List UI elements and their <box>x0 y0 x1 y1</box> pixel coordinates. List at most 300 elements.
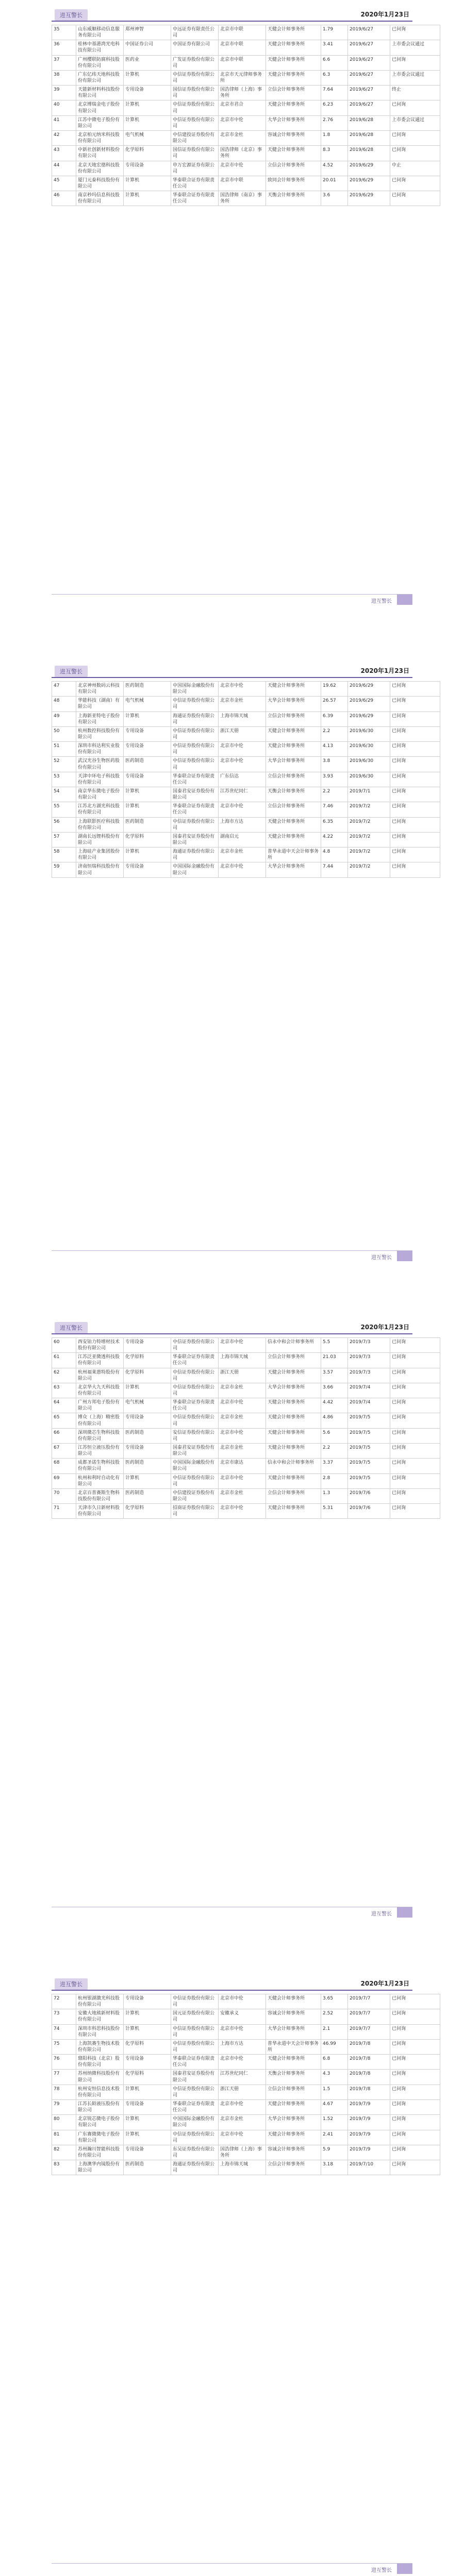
table-cell: 浙江天册 <box>219 1368 266 1383</box>
table-cell: 医药制造 <box>124 757 171 772</box>
footer-tag: 进互警长 <box>371 1255 392 1261</box>
table-cell: 国信证券股份有限公司 <box>171 146 219 161</box>
table-row <box>52 711 440 726</box>
table-cell: 3.18 <box>321 2160 348 2175</box>
table-cell: 天健会计师事务所 <box>266 742 321 757</box>
table-cell: 66 <box>52 1428 76 1443</box>
table-cell: 已问询 <box>390 832 440 847</box>
company-table <box>52 25 440 206</box>
table-cell: 2019/6/27 <box>348 55 390 70</box>
table-cell: 上海市锦天城 <box>219 2160 266 2175</box>
table-cell: 普华永道中天会计师事务所 <box>266 2039 321 2054</box>
table-cell: 安徽承义 <box>219 2009 266 2024</box>
table-cell: 北京市中伦 <box>219 742 266 757</box>
table-cell: 广发证券股份有限公司 <box>171 55 219 70</box>
table-cell: 4.52 <box>321 161 348 176</box>
table-cell: 大华会计师事务所 <box>266 115 321 130</box>
table-cell: 2019/7/2 <box>348 848 390 862</box>
table-cell: 2019/7/2 <box>348 862 390 877</box>
table-cell: 上海硅产业集团股份有限公司 <box>76 848 124 862</box>
table-cell: 华泰联合证券有限责任公司 <box>171 1353 219 1368</box>
table-cell: 63 <box>52 1383 76 1398</box>
table-cell: 专用设备 <box>124 742 171 757</box>
table-cell: 2019/7/7 <box>348 2009 390 2024</box>
table-cell: 71 <box>52 1504 76 1519</box>
table-cell: 江苏中微电子股份有限公司 <box>76 115 124 130</box>
table-cell: 56 <box>52 817 76 832</box>
company-table <box>52 681 440 878</box>
table-cell: 天衡会计师事务所 <box>266 787 321 802</box>
table-cell: 64 <box>52 1398 76 1413</box>
table-cell: 北京天地宏德科技股份有限公司 <box>76 161 124 176</box>
table-cell: 41 <box>52 115 76 130</box>
table-cell: 电气机械 <box>124 1398 171 1413</box>
table-cell: 天能新材料科技股份有限公司 <box>76 86 124 100</box>
table-cell: 终止 <box>390 86 440 100</box>
table-cell: 中信证券股份有限公司 <box>171 1368 219 1383</box>
table-cell: 博众（上海）精密股份有限公司 <box>76 1413 124 1428</box>
table-row <box>52 70 440 85</box>
table-cell: 2019/6/28 <box>348 130 390 145</box>
table-row <box>52 682 440 697</box>
table-cell: 77 <box>52 2070 76 2084</box>
report-tag: 进互警长 <box>55 1978 88 1990</box>
footer-tag: 进互警长 <box>371 599 392 604</box>
table-cell: 4.3 <box>321 2070 348 2084</box>
table-row <box>52 1338 440 1353</box>
table-row <box>52 1504 440 1519</box>
table-cell: 计算机 <box>124 1473 171 1488</box>
table-cell: 2019/7/5 <box>348 1428 390 1443</box>
table-cell: 2019/7/5 <box>348 1413 390 1428</box>
table-cell: 已问询 <box>390 25 440 40</box>
table-cell: 计算机 <box>124 2024 171 2039</box>
table-cell: 82 <box>52 2145 76 2160</box>
table-cell: 58 <box>52 848 76 862</box>
table-cell: 信永中和会计师事务所 <box>266 1338 321 1353</box>
table-cell: 67 <box>52 1443 76 1458</box>
table-cell: 华泰联合证券有限责任公司 <box>171 2055 219 2070</box>
table-cell: 40 <box>52 100 76 115</box>
table-cell: 杭州银湖激光科技股份有限公司 <box>76 1994 124 2009</box>
table-cell: 2.76 <box>321 115 348 130</box>
table-cell: 北京市中伦 <box>219 682 266 697</box>
table-cell: 已问询 <box>390 817 440 832</box>
table-cell: 已问询 <box>390 726 440 741</box>
table-cell: 37 <box>52 55 76 70</box>
table-cell: 医药制造 <box>124 817 171 832</box>
table-row <box>52 1383 440 1398</box>
table-cell: 4.86 <box>321 1413 348 1428</box>
table-cell: 江苏北方湖光科技股份有限公司 <box>76 802 124 817</box>
table-cell: 2019/7/9 <box>348 2099 390 2114</box>
table-cell: 已问询 <box>390 146 440 161</box>
table-cell: 2019/6/27 <box>348 25 390 40</box>
table-cell: 立信会计师事务所 <box>266 802 321 817</box>
table-cell: 6.3 <box>321 70 348 85</box>
table-row <box>52 2084 440 2099</box>
table-cell: 北京柏元纳米科技股份有限公司 <box>76 130 124 145</box>
page-footer <box>52 1907 412 1918</box>
table-cell: 计算机 <box>124 2084 171 2099</box>
table-cell: 已问询 <box>390 862 440 877</box>
table-cell: 天健会计师事务所 <box>266 1413 321 1428</box>
table-cell: 济南恒瑞科技股份有限公司 <box>76 862 124 877</box>
table-row <box>52 2070 440 2084</box>
table-cell: 专用设备 <box>124 2099 171 2114</box>
table-cell: 杭州数控科技股份有限公司 <box>76 726 124 741</box>
table-cell: 2019/6/29 <box>348 697 390 711</box>
table-cell: 81 <box>52 2130 76 2145</box>
table-cell: 专用设备 <box>124 1338 171 1353</box>
table-cell: 3.93 <box>321 772 348 787</box>
table-cell: 安徽大地熊新材料股份有限公司 <box>76 2009 124 2024</box>
table-cell: 76 <box>52 2055 76 2070</box>
table-cell: 化学原料 <box>124 1368 171 1383</box>
table-cell: 2019/7/10 <box>348 2160 390 2175</box>
table-cell: 38 <box>52 70 76 85</box>
table-cell: 山东威顺移动信息服务有限公司 <box>76 25 124 40</box>
table-cell: 36 <box>52 40 76 55</box>
table-cell: 2019/7/8 <box>348 2039 390 2054</box>
table-cell: 广东信达 <box>219 772 266 787</box>
table-cell: 2019/6/29 <box>348 161 390 176</box>
table-row <box>52 1443 440 1458</box>
table-cell: 化学原料 <box>124 832 171 847</box>
table-cell: 北京市金杜 <box>219 1443 266 1458</box>
table-cell: 已问询 <box>390 1353 440 1368</box>
table-cell: 51 <box>52 742 76 757</box>
table-cell: 西安铂力特增材技术股份有限公司 <box>76 1338 124 1353</box>
table-cell: 2019/7/9 <box>348 2130 390 2145</box>
table-cell: 中信证券股份有限公司 <box>171 697 219 711</box>
table-cell: 北京市金杜 <box>219 1488 266 1503</box>
table-cell: 苏州纳微科技股份有限公司 <box>76 2070 124 2084</box>
table-cell: 2019/7/7 <box>348 1994 390 2009</box>
table-cell: 华泰联合证券有限责任公司 <box>171 2099 219 2114</box>
table-cell: 专用设备 <box>124 1443 171 1458</box>
table-row <box>52 817 440 832</box>
report-tag: 进互警长 <box>55 666 88 677</box>
table-cell: 2.41 <box>321 2130 348 2145</box>
table-cell: 2019/6/27 <box>348 40 390 55</box>
page-number <box>397 1907 412 1918</box>
table-cell: 2.1 <box>321 2024 348 2039</box>
table-cell: 20.01 <box>321 176 348 191</box>
table-cell: 2019/6/28 <box>348 146 390 161</box>
table-cell: 2019/6/27 <box>348 100 390 115</box>
report-page <box>52 1319 412 1927</box>
table-cell: 已问询 <box>390 1443 440 1458</box>
table-cell: 6.8 <box>321 2055 348 2070</box>
table-cell: 信永中和会计师事务所 <box>266 1459 321 1473</box>
table-cell: 中信证券股份有限公司 <box>171 2084 219 2099</box>
table-cell: 57 <box>52 832 76 847</box>
table-cell: 2.2 <box>321 1443 348 1458</box>
table-cell: 化学原料 <box>124 2070 171 2084</box>
table-cell: 医药制造 <box>124 682 171 697</box>
table-cell: 广州方邦电子股份有限公司 <box>76 1398 124 1413</box>
table-cell: 苏州瀚川智能科技股份有限公司 <box>76 2145 124 2160</box>
table-cell: 大华会计师事务所 <box>266 697 321 711</box>
table-cell: 北京神州数码云科技有限公司 <box>76 682 124 697</box>
table-row <box>52 176 440 191</box>
table-row <box>52 161 440 176</box>
table-cell: 已问询 <box>390 772 440 787</box>
table-cell: 中信证券股份有限公司 <box>171 2024 219 2039</box>
table-cell: 已问询 <box>390 100 440 115</box>
table-cell: 已问询 <box>390 1413 440 1428</box>
table-cell: 立信会计师事务所 <box>266 86 321 100</box>
table-row <box>52 2039 440 2054</box>
table-cell: 武汉光谷生物医药股份有限公司 <box>76 757 124 772</box>
table-cell: 北京市中伦 <box>219 2130 266 2145</box>
table-cell: 北京市金杜 <box>219 130 266 145</box>
table-cell: 医药制造 <box>124 1459 171 1473</box>
table-cell: 中信证券股份有限公司 <box>171 100 219 115</box>
table-cell: 已问询 <box>390 2145 440 2160</box>
table-cell: 医药制造 <box>124 1428 171 1443</box>
table-cell: 专用设备 <box>124 726 171 741</box>
table-row <box>52 100 440 115</box>
table-cell: 安信证券股份有限公司 <box>171 1428 219 1443</box>
table-cell: 深圳市科思科技股份有限公司 <box>76 2024 124 2039</box>
table-cell: 北京市金杜 <box>219 848 266 862</box>
table-cell: 专用设备 <box>124 2145 171 2160</box>
table-cell: 已问询 <box>390 787 440 802</box>
table-row <box>52 1473 440 1488</box>
table-cell: 46 <box>52 191 76 206</box>
table-cell: 48 <box>52 697 76 711</box>
table-cell: 2.2 <box>321 787 348 802</box>
table-row <box>52 832 440 847</box>
table-cell: 北京市中伦 <box>219 2055 266 2070</box>
table-cell: 上海新亚特电子股份有限公司 <box>76 711 124 726</box>
table-cell: 5.5 <box>321 1338 348 1353</box>
table-cell: 化学原料 <box>124 1504 171 1519</box>
table-cell: 南京华东微电子股份有限公司 <box>76 787 124 802</box>
table-cell: 北京市中伦 <box>219 1398 266 1413</box>
table-row <box>52 40 440 55</box>
footer-tag: 进互警长 <box>371 1911 392 1917</box>
table-cell: 62 <box>52 1368 76 1383</box>
table-cell: 天健会计师事务所 <box>266 1504 321 1519</box>
table-cell: 中信证券股份有限公司 <box>171 726 219 741</box>
table-cell: 电气机械 <box>124 130 171 145</box>
table-cell: 中国国际金融股份有限公司 <box>171 862 219 877</box>
table-cell: 杭州安恒信息技术股份有限公司 <box>76 2084 124 2099</box>
table-cell: 北京市康达 <box>219 1459 266 1473</box>
table-row <box>52 55 440 70</box>
table-cell: 天健会计师事务所 <box>266 2099 321 2114</box>
table-cell: 已问询 <box>390 191 440 206</box>
table-cell: 国泰君安证券股份有限公司 <box>171 1443 219 1458</box>
table-cell: 中信建投证券股份有限公司 <box>171 130 219 145</box>
table-cell: 北京市中伦 <box>219 1994 266 2009</box>
table-cell: 2.2 <box>321 726 348 741</box>
table-cell: 国浩律师（上海）事务所 <box>219 86 266 100</box>
table-cell: 专用设备 <box>124 1413 171 1428</box>
page-header <box>52 1319 412 1334</box>
table-cell: 北京市金杜 <box>219 1383 266 1398</box>
table-cell: 59 <box>52 862 76 877</box>
footer-tag: 进互警长 <box>371 2568 392 2573</box>
report-page <box>52 1975 412 2576</box>
table-cell: 已问询 <box>390 1504 440 1519</box>
table-row <box>52 1398 440 1413</box>
report-date: 2020年1月23日 <box>360 667 409 674</box>
table-cell: 北京博瑞金电子股份有限公司 <box>76 100 124 115</box>
table-cell: 天健会计师事务所 <box>266 146 321 161</box>
table-cell: 大华会计师事务所 <box>266 862 321 877</box>
table-row <box>52 2145 440 2160</box>
table-cell: 江苏恒立液压股份有限公司 <box>76 1443 124 1458</box>
table-cell: 北京市中联 <box>219 55 266 70</box>
table-cell: 80 <box>52 2115 76 2130</box>
table-cell: 6.35 <box>321 817 348 832</box>
table-row <box>52 2055 440 2070</box>
table-cell: 中国证券有限公司 <box>171 40 219 55</box>
table-cell: 2019/7/8 <box>348 2055 390 2070</box>
report-tag: 进互警长 <box>55 9 88 21</box>
table-cell: 中信证券股份有限公司 <box>171 2039 219 2054</box>
table-cell: 江苏长龄液压股份有限公司 <box>76 2099 124 2114</box>
table-cell: 华泰联合证券有限责任公司 <box>171 176 219 191</box>
table-cell: 北京市金杜 <box>219 1413 266 1428</box>
table-cell: 已问询 <box>390 1428 440 1443</box>
table-row <box>52 1488 440 1503</box>
table-cell: 已问询 <box>390 742 440 757</box>
table-cell: 2019/7/3 <box>348 1338 390 1353</box>
table-cell: 7.64 <box>321 86 348 100</box>
table-cell: 2019/7/6 <box>348 1504 390 1519</box>
table-cell: 专用设备 <box>124 86 171 100</box>
table-cell: 上市委会议通过 <box>390 40 440 55</box>
table-cell: 中信建投证券股份有限公司 <box>171 1488 219 1503</box>
table-cell: 杭州和利时自动化有限公司 <box>76 1473 124 1488</box>
table-cell: 中信证券股份有限公司 <box>171 70 219 85</box>
table-row <box>52 2009 440 2024</box>
table-cell: 79 <box>52 2099 76 2114</box>
table-cell: 天健会计师事务所 <box>266 1428 321 1443</box>
table-cell: 专用设备 <box>124 772 171 787</box>
report-date: 2020年1月23日 <box>360 11 409 18</box>
table-cell: 中信证券股份有限公司 <box>171 1994 219 2009</box>
table-cell: 天衡会计师事务所 <box>266 2070 321 2084</box>
table-cell: 北京百普赛斯生物科技股份有限公司 <box>76 1488 124 1503</box>
table-cell: 2019/6/27 <box>348 70 390 85</box>
table-cell: 容诚会计师事务所 <box>266 2009 321 2024</box>
table-cell: 4.42 <box>321 1398 348 1413</box>
table-cell: 北京市中伦 <box>219 1473 266 1488</box>
table-cell: 5.6 <box>321 1428 348 1443</box>
table-cell: 中信证券股份有限公司 <box>171 115 219 130</box>
table-cell: 南京秒玛信息科技股份有限公司 <box>76 191 124 206</box>
page-number <box>397 2564 412 2574</box>
table-cell: 国信证券股份有限公司 <box>171 86 219 100</box>
table-cell: 46.99 <box>321 2039 348 2054</box>
table-cell: 浙江天册 <box>219 726 266 741</box>
table-row <box>52 1368 440 1383</box>
table-cell: 化学原料 <box>124 1353 171 1368</box>
table-cell: 专用设备 <box>124 2055 171 2070</box>
table-cell: 已问询 <box>390 130 440 145</box>
table-cell: 广州樱联防腐科技股份有限公司 <box>76 55 124 70</box>
table-cell: 大华会计师事务所 <box>266 757 321 772</box>
table-cell: 招商证券股份有限公司 <box>171 1504 219 1519</box>
table-cell: 天健会计师事务所 <box>266 25 321 40</box>
table-cell: 广东亿纬天地科技股份有限公司 <box>76 70 124 85</box>
table-cell: 74 <box>52 2024 76 2039</box>
table-cell: 医药制造 <box>124 1488 171 1503</box>
table-cell: 39 <box>52 86 76 100</box>
table-cell: 北京市中伦 <box>219 1428 266 1443</box>
table-cell: 已问询 <box>390 1398 440 1413</box>
table-cell: 上海市锦天城 <box>219 1353 266 1368</box>
table-cell: 49 <box>52 711 76 726</box>
table-cell: 北京市中联 <box>219 25 266 40</box>
table-cell: 2019/6/29 <box>348 711 390 726</box>
table-cell: 立信会计师事务所 <box>266 2084 321 2099</box>
table-row <box>52 697 440 711</box>
table-cell: 已问询 <box>390 2160 440 2175</box>
table-cell: 国浩律师（北京）事务所 <box>219 146 266 161</box>
table-row <box>52 787 440 802</box>
table-cell: 2019/6/28 <box>348 115 390 130</box>
table-cell: 国元证券股份有限公司 <box>171 2009 219 2024</box>
table-cell: 已问询 <box>390 1383 440 1398</box>
table-cell: 4.67 <box>321 2099 348 2114</box>
table-cell: 专用设备 <box>124 161 171 176</box>
table-cell: 华泰联合证券有限责任公司 <box>171 191 219 206</box>
page-number <box>397 595 412 605</box>
table-cell: 北京市中伦 <box>219 1504 266 1519</box>
table-cell: 2019/7/1 <box>348 787 390 802</box>
table-row <box>52 2115 440 2130</box>
table-cell: 7.46 <box>321 802 348 817</box>
table-cell: 73 <box>52 2009 76 2024</box>
table-cell: 天健会计师事务所 <box>266 2055 321 2070</box>
table-cell: 北京华大九天科技股份有限公司 <box>76 1383 124 1398</box>
table-cell: 已问询 <box>390 711 440 726</box>
table-cell: 中信证券股份有限公司 <box>171 1383 219 1398</box>
table-cell: 已问询 <box>390 1994 440 2009</box>
table-cell: 国浩律师（上海）事务所 <box>219 2145 266 2160</box>
table-cell: 成都圣诺生物科技股份有限公司 <box>76 1459 124 1473</box>
table-row <box>52 1994 440 2009</box>
table-cell: 44 <box>52 161 76 176</box>
table-cell: 国泰君安证券股份有限公司 <box>171 832 219 847</box>
table-cell: 广东赛微微电子股份有限公司 <box>76 2130 124 2145</box>
table-cell: 已问询 <box>390 2099 440 2114</box>
table-cell: 华泰联合证券有限责任公司 <box>171 802 219 817</box>
table-cell: 立信会计师事务所 <box>266 1353 321 1368</box>
table-cell: 2019/7/9 <box>348 2115 390 2130</box>
table-cell: 天健会计师事务所 <box>266 40 321 55</box>
table-cell: 计算机 <box>124 802 171 817</box>
table-row <box>52 25 440 40</box>
table-cell: 北京市中伦 <box>219 2099 266 2114</box>
table-cell: 6.23 <box>321 100 348 115</box>
table-cell: 上市委会议通过 <box>390 115 440 130</box>
table-cell: 已问询 <box>390 2024 440 2039</box>
table-cell: 计算机 <box>124 176 171 191</box>
table-cell: 60 <box>52 1338 76 1353</box>
table-cell: 3.8 <box>321 757 348 772</box>
table-cell: 海通证券股份有限公司 <box>171 711 219 726</box>
table-cell: 天健会计师事务所 <box>266 726 321 741</box>
table-cell: 中止 <box>390 161 440 176</box>
